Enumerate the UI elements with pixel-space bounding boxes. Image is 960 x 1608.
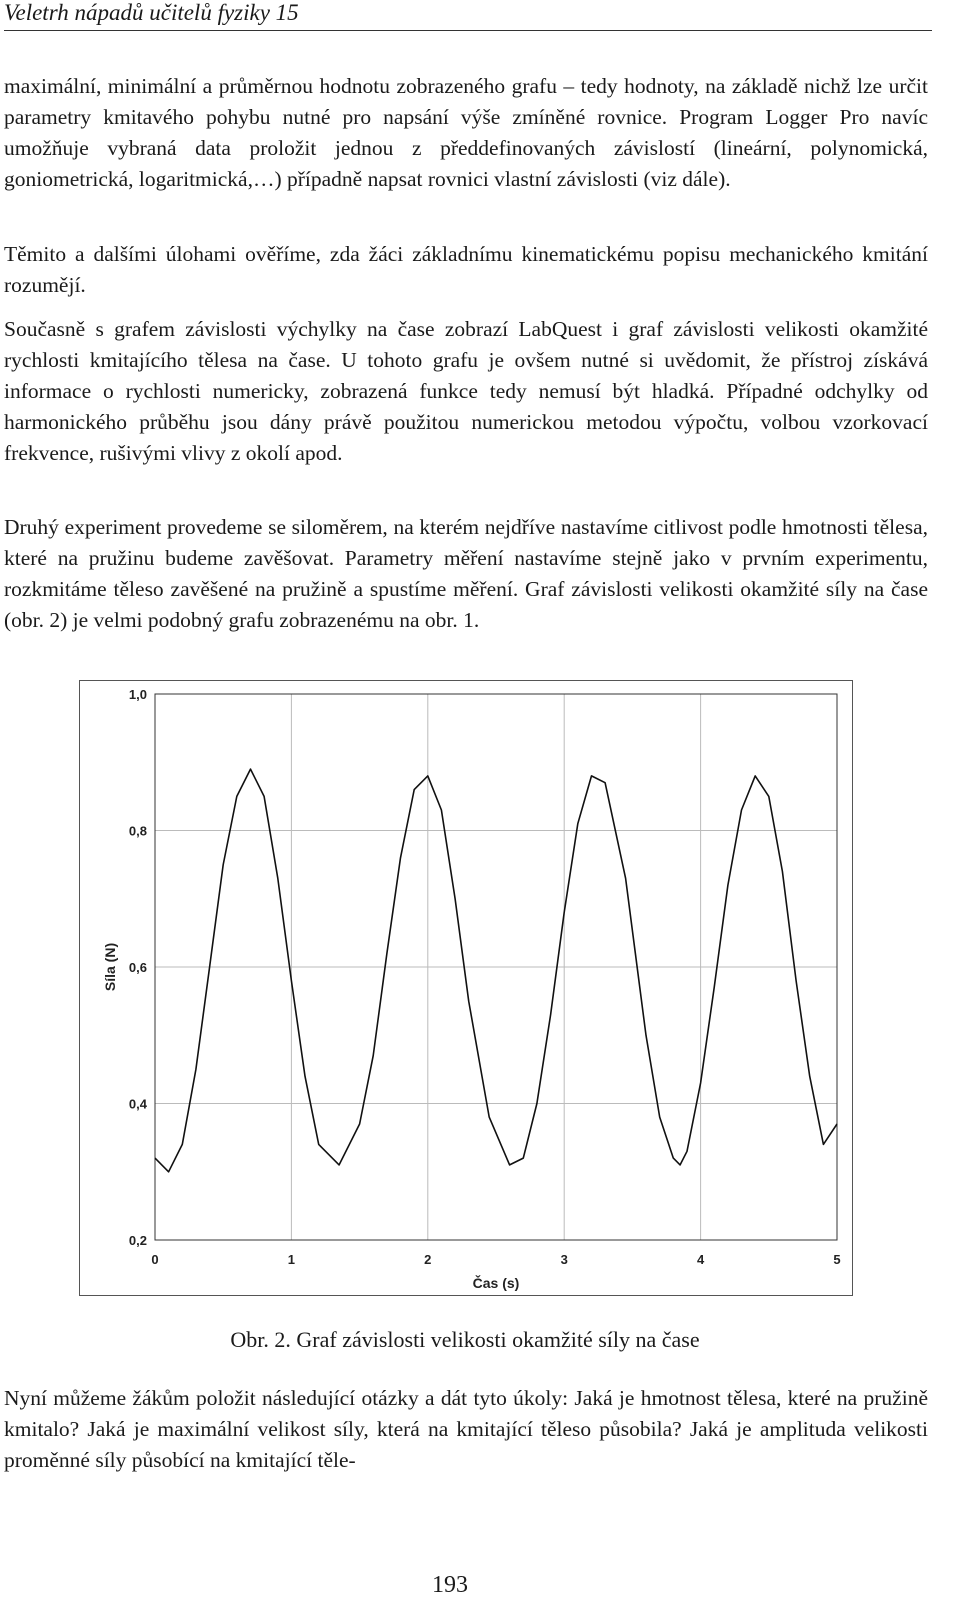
x-tick-label: 4 xyxy=(696,1252,705,1267)
paragraph-2: Těmito a dalšími úlohami ověříme, zda žáci základnímu kinematickému popisu mechanického kmitání rozumějí. xyxy=(4,242,928,297)
y-tick-label: 0,2 xyxy=(128,1233,147,1248)
running-title: Veletrh nápadů učitelů fyziky 15 xyxy=(4,0,299,25)
x-tick-label: 2 xyxy=(424,1252,432,1267)
y-axis-title: Síla (N) xyxy=(102,942,118,992)
x-tick-label: 1 xyxy=(287,1252,296,1267)
figure-frame xyxy=(80,681,853,1296)
paragraph-4: Druhý experiment provedeme se siloměrem, na kterém nejdříve nastavíme citlivost podle hmotnosti tělesa, které na pružinu budeme zavěšovat. Parametry měření nastavíme stejně jako v prvním experimentu, rozkmitáme těleso zavěšené na pružině a spustíme měření. Graf závislosti velikosti okamžité síly na čase (obr. 2) je velmi podobný grafu zobrazenému na obr. 1. xyxy=(4,515,928,632)
running-header xyxy=(4,0,932,31)
figure-caption: Obr. 2. Graf závislosti velikosti okamžité síly na čase xyxy=(230,1327,700,1352)
paragraph-3: Současně s grafem závislosti výchylky na čase zobrazí LabQuest i graf závislosti velikosti okamžité rychlosti kmitajícího tělesa na čase. U tohoto grafu je ovšem nutné si uvědomit, že přístroj získává informace o rychlosti numericky, zobrazená funkce tedy nemusí být hladká. Případné odchylky od harmonického průběhu jsou dány právě použitou numerickou metodou výpočtu, volbou vzorkovací frekvence, rušivými vlivy z okolí apod. xyxy=(4,317,928,465)
y-tick-label: 0,6 xyxy=(128,960,147,975)
page-number: 193 xyxy=(432,1572,468,1598)
paragraph-1: maximální, minimální a průměrnou hodnotu zobrazeného grafu – tedy hodnoty, na základě nichž lze určit parametry kmitavého pohybu nutné pro napsání výše zmíněné rovnice. Program Logger Pro navíc umožňuje vybraná data proložit jednou z předdefinovaných závislostí (lineární, polynomická, goniometrická, logaritmická,…) případně napsat rovnici vlastní závislosti (viz dále). xyxy=(4,74,928,191)
chart-canvas xyxy=(79,680,853,1296)
x-tick-label: 3 xyxy=(560,1252,568,1267)
force-time-chart xyxy=(79,680,853,1296)
x-axis-title: Čas (s) xyxy=(472,1275,520,1291)
paragraph-5: Nyní můžeme žákům položit následující otázky a dát tyto úkoly: Jaká je hmotnost tělesa, které na pružině kmitalo? Jaká je maximální velikost síly, která na kmitající těleso působila? Jaká je amplituda velikosti proměnné síly působící na kmitající těle- xyxy=(4,1386,928,1472)
y-tick-label: 0,8 xyxy=(128,823,147,839)
x-tick-label: 5 xyxy=(833,1252,841,1267)
x-tick-label: 0 xyxy=(151,1252,159,1267)
y-tick-label: 1,0 xyxy=(128,687,147,702)
y-tick-label: 0,4 xyxy=(128,1096,147,1112)
